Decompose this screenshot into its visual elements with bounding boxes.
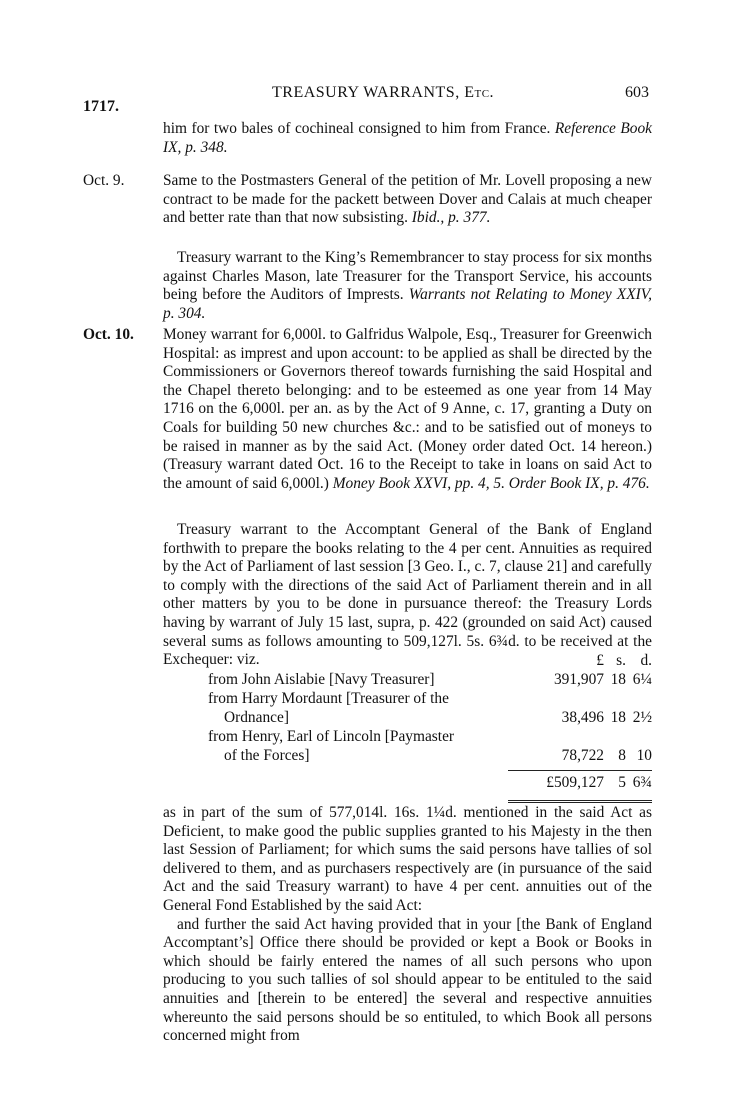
entry-reference: Ibid., p. 377. [411, 209, 491, 227]
sum-rule [508, 770, 652, 771]
page-title [272, 84, 494, 102]
entry-reference: Reference Book IX, p. 348. [163, 120, 652, 156]
entry-1 [163, 172, 652, 228]
amount-pence: 2½ [632, 709, 652, 726]
margin-year: 1717. [83, 98, 119, 115]
entry-text: Treasury warrant to the Accomptant General of the Bank of England forthwith to prepare the books relating to the 4 per cent. Annuities as required by the Act of Parliament of last session [3 Geo. I., c. 7, clause 21] and carefully to comply with the directions of the said Act of Parliament therein and in all other matters by you to be done in pursuance thereof: the Treasury Lords having by warrant of July 15 last, supra, p. 422 (grounded on said Act) caused several sums as follows amounting to 509,127l. 5s. 6¾d. to be received at the Exchequer: viz. [163, 521, 652, 669]
row-label: from Henry, Earl of Lincoln [Paymaster [208, 728, 455, 745]
total-pence: 6¾ [632, 774, 652, 791]
entry-2 [163, 249, 652, 323]
total-rule [508, 800, 652, 803]
table-total-row [208, 774, 652, 793]
row-label-continued: Ordnance] [224, 709, 289, 726]
row-amount [540, 671, 652, 689]
row-label: from Harry Mordaunt [Treasurer of the [208, 690, 449, 707]
paragraph: and further the said Act having provided that in your [the Bank of England Accomptant’s] Office there should be provided or kept a Book or Books in which should be fairly entered the names of all such persons who upon producing to you such tallies of sol should appear to be entituled to the said annuities and [therein to be entered] the several and respective annuities whereunto the said persons should be so entituled, to which Book all persons concerned might from [163, 915, 652, 1045]
row-label: from John Aislabie [Navy Treasurer] [208, 671, 435, 688]
col-head-shillings: s. [616, 652, 626, 669]
entry-reference: Warrants not Relating to Money XXIV, p. 304. [163, 286, 652, 322]
table-row [208, 709, 652, 728]
table-row [208, 671, 652, 690]
entry-text: him for two bales of cochineal consigned to him from France. [163, 120, 551, 137]
amount-pounds: 38,496 [561, 709, 604, 726]
amount-pounds: 78,722 [561, 747, 604, 764]
total-pounds: £509,127 [546, 774, 604, 791]
entry-reference: Money Book XXVI, pp. 4, 5. Order Book IX, p. 476. [332, 474, 650, 492]
col-head-pence: d. [640, 652, 652, 669]
amount-pounds: 391,907 [553, 671, 604, 688]
entry-0 [163, 120, 652, 157]
amount-shillings: 18 [610, 671, 626, 688]
running-head [0, 82, 731, 115]
entry-text: Money warrant for 6,000l. to Galfridus Walpole, Esq., Treasurer for Greenwich Hospital: as imprest and upon account: to be applied as shall be directed by the Commissioners or Governors thereof towards furnishing the said Hospital and the Chapel thereto belonging: and to be esteemed as one year from 14 May 1716 on the 6,000l. per an. as by the Act of 9 Anne, c. 17, granting a Duty on Coals for building 50 new churches &c.: and to be satisfied out of moneys to be raised in manner as by the said Act. (Money order dated Oct. 14 hereon.) (Treasury warrant dated Oct. 16 to the Receipt to take in loans on said Act to the amount of said 6,000l.) [163, 326, 652, 492]
page-number: 603 [625, 84, 649, 101]
total-amount [524, 774, 652, 792]
entry-date: Oct. 10. [83, 326, 134, 343]
entry-3 [163, 326, 652, 493]
paragraph: as in part of the sum of 577,014l. 16s. 1¼d. mentioned in the said Act as Deficient, to make good the public supplies granted to his Majesty in the then last Session of Parliament; for which sums the said persons have tallies of sol delivered to them, and as purchasers respectively are (in pursuance of the said Act and the said Treasury warrant) to have 4 per cent. annuities out of the General Fond Established by the said Act: [163, 804, 652, 914]
table-header [208, 652, 652, 671]
amount-shillings: 8 [618, 747, 626, 764]
payments-table [208, 652, 652, 793]
page-title-main: TREASURY WARRANTS, [272, 84, 460, 101]
amount-shillings: 18 [610, 709, 626, 726]
table-row [208, 747, 652, 766]
entry-4 [163, 521, 652, 670]
entry-text: Treasury warrant to the King’s Remembrancer to stay process for six months against Charles Mason, late Treasurer for the Transport Service, his accounts being before the Auditors of Imprests. [163, 249, 652, 304]
entry-date: Oct. 9. [83, 172, 125, 189]
table-row [208, 728, 652, 747]
table-row [208, 690, 652, 709]
continuation-text [163, 804, 652, 1046]
row-amount [540, 747, 652, 765]
row-amount [540, 709, 652, 727]
entry-text: Same to the Postmasters General of the petition of Mr. Lovell proposing a new contract to be made for the packett between Dover and Calais at much cheaper and better rate than that now subsisting. [163, 172, 652, 227]
amount-pence: 6¼ [632, 671, 652, 688]
row-label-continued: of the Forces] [224, 747, 310, 764]
page-title-etc: Etc. [464, 84, 495, 101]
col-head-pounds: £ [596, 652, 604, 669]
total-shillings: 5 [618, 774, 626, 791]
amount-pence: 10 [636, 747, 652, 764]
